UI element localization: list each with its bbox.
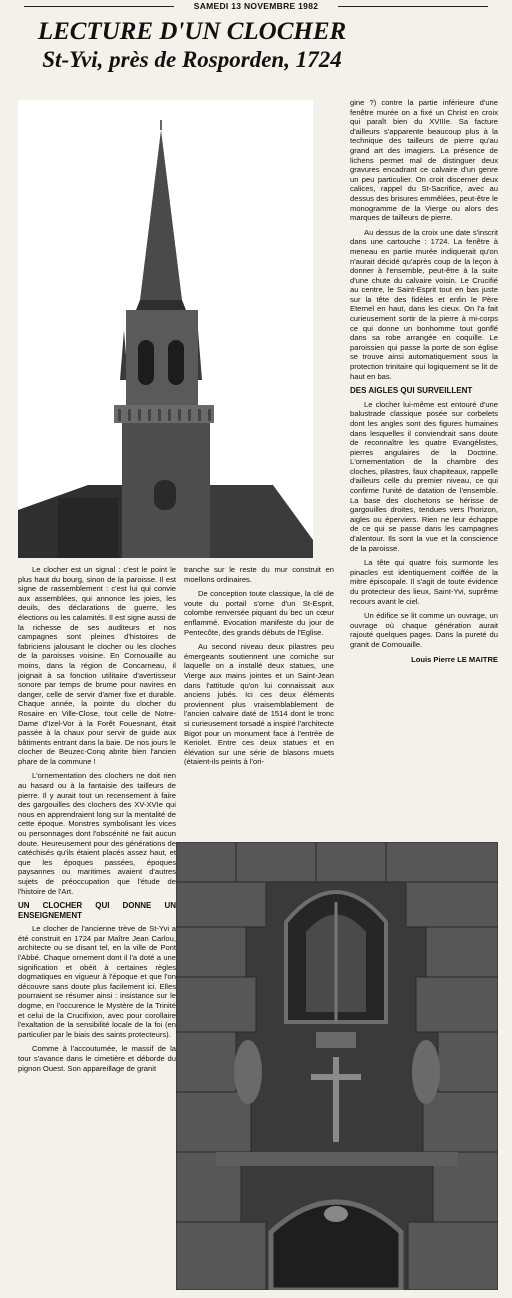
facade-photo	[176, 842, 498, 1290]
paragraph: Au second niveau deux pilastres peu émergeants soutiennent une corniche sur laquelle on a installé deux statues, une Vierge aux mains jointes et un Saint-Jean dans l'attitude qu'on lui connaissait aux anciens jubés. Ici ces deux éléments proviennent plus vraisemblablement de l'ancien calvaire daté de 1514 dont le tronc si curieusement torsadé a inspiré l'architecte Bigot pour un monument face à l'entrée de Keriolet. Entre ces deux statues et en élévation sur une série de blasons muets (étaient-ils peints à l'ori-	[184, 642, 334, 767]
column-right	[350, 98, 498, 664]
paragraph: Au dessus de la croix une date s'inscrit dans une cartouche : 1724. La fenêtre à meneau en partie murée indiquerait qu'on n'aurait décidé qu'après coup de la leçon à donner à l'ensemble, peut-être à la suite d'une chute du calvaire voisin. Le Crucifié au centre, le Saint-Esprit tout en bas juste sur la tête des fidèles et enfin le Père Eternel en haut, dans les cieux. On l'a fait curieusement sortir de la pierre à mi-corps ce qui donne un bonhomme tout gonflé dans sa robe arrangée en coquille. Le paroissien qui passe la porte de son église se trouve ainsi automatiquement sous la protection trinitaire qui logiquement se lit de haut en bas.	[350, 227, 498, 381]
paragraph: De conception toute classique, la clé de voute du portail s'orne d'un St-Esprit, colombe renversée piquant du bec un cœur enflammé. Evocation manifeste du jour de Pentecôte, des grands débuts de l'Eglise.	[184, 589, 334, 637]
byline: Louis Pierre LE MAITRE	[411, 654, 498, 664]
paragraph: Le clocher est un signal : c'est le point le plus haut du bourg, sinon de la paroisse. Il est signe de rassemblement : c'est lui qui convie aux assemblées, qui annonce les joies, les deuils, des déclarations de guerre, les élections ou les calamités. Il est signe aussi de la richesse de ses auditeurs et nos campagnes sont pleines d'histoires de fabriciens jalousant le clocher ou les cloches de la paroisses voisine. En Cornouaille au moins, dans la région de Concarneau, il joignait à sa fonction utilitaire d'avertisseur sonore par temps de brume pour navires en danger, celle de servir d'amer fixe et durable. Chaque année, la pointe du clocher du Rosaire en Ville-Close, tout celle de Notre-Dame d'Izel-Vor à la Forêt Fouesnant, était passée à la chaux pour servir de guide aux bâtiments entrant dans la baie. De nos jours le clocher de Beuzec-Conq abrite bien l'ancien phare de la commune !	[18, 565, 176, 766]
paragraph: Le clocher lui-même est entouré d'une balustrade classique posée sur corbelets dont les angles sont des figures humaines dans lesquelles il conviendrait sans doute de reconnaître les quatre Evangélistes, pierres angulaires de la Doctrine. L'ornementation de la chambre des cloches, pilastres, faux chapiteaux, rappelle d'ailleurs celle du premier niveau, ce qui confirme l'unité de datation de l'ensemble. La base des clochetons se hérisse de gargouilles droites, tendues vers l'horizon, aigles ou éperviers. Rien ne leur échappe de ce qui se passe dans les campagnes d'alentour. Ils sont la vue et la conscience de la paroisse.	[350, 399, 498, 553]
paragraph: L'ornementation des clochers ne doit rien au hasard ou à la fantaisie des tailleurs de pierre. Il y aurait tout un recensement à faire des gargouilles des clochers des XV-XVIe qui nous en apprendraient long sur la mentalité de cette époque. Monstres symbolisant les vices ou personnages dont l'obscénité ne fait aucun doute. Heureusement pour des générations de catéchisés qu'ils étaient placés assez haut, et que les époques passées, époques paysannes ou maritimes avaient d'autres sujets de préoccupation que l'étude de l'histoire de l'Art.	[18, 771, 176, 896]
paragraph: Comme à l'accoutumée, le massif de la tour s'avance dans le cimetière et déborde du pignon Ouest. Son appareillage de granit	[18, 1044, 176, 1073]
paragraph: Un édifice se lit comme un ouvrage, un ouvrage où chaque génération aurait rajouté quelques pages. Dans la pureté du granit de Cornouaille.	[350, 611, 498, 649]
paragraph: La tête qui quatre fois surmonte les pinacles est identiquement coiffée de la mitre épiscopale. Il s'agit de toute évidence du protecteur des lieux, Saint-Yvi, suprême recours avant le ciel.	[350, 558, 498, 606]
headline	[22, 18, 362, 74]
column-left	[18, 565, 176, 1078]
dateline: SAMEDI 13 NOVEMBRE 1982	[0, 0, 512, 12]
section-heading: UN CLOCHER QUI DONNE UN ENSEIGNEMENT	[18, 901, 176, 920]
column-middle	[184, 565, 334, 772]
headline-line2: St-Yvi, près de Rosporden, 1724	[42, 47, 342, 72]
paragraph: tranche sur le reste du mur construit en moellons ordinaires.	[184, 565, 334, 584]
paragraph: gine ?) contre la partie inférieure d'une fenêtre murée on a fixé un Christ en croix qui paraît bien du XVIIIe. Sa facture d'ailleurs s'apparente beaucoup plus à la technique des tailleurs de pierre qu'au grand art des imagiers. La présence de lichens permet mal de distinguer deux gravures encadrant ce calvaire d'un genre un peu particulier. On croit discerner deux calices, rappel du St-Sacrifice, avec au dessus des brisures emmêlées, peut-être le monogramme de la Vierge ou alors des marques de tailleurs de pierre.	[350, 98, 498, 223]
paragraph: Le clocher de l'ancienne trève de St-Yvi a été construit en 1724 par Maître Jean Carlou, architecte ou se disant tel, en la ville de Pont l'Abbé. Chaque ornement dont il l'a doté a une signification et obéit à certaines règles dogmatiques en vigueur à l'époque et que l'on découvre sans doute plus facilement ici. Elles pourraient se résumer ainsi : insistance sur le dogme, en l'occurence le Mystère de la Trinité et celui de la Crucifixion, avec pour corollaire l'exaltation de la sensibilité locale de la foi (en particulier par le biais des saints protecteurs).	[18, 924, 176, 1039]
steeple-photo	[18, 100, 313, 558]
headline-line1: LECTURE D'UN CLOCHER	[37, 18, 347, 45]
section-heading: DES AIGLES QUI SURVEILLENT	[350, 386, 473, 396]
